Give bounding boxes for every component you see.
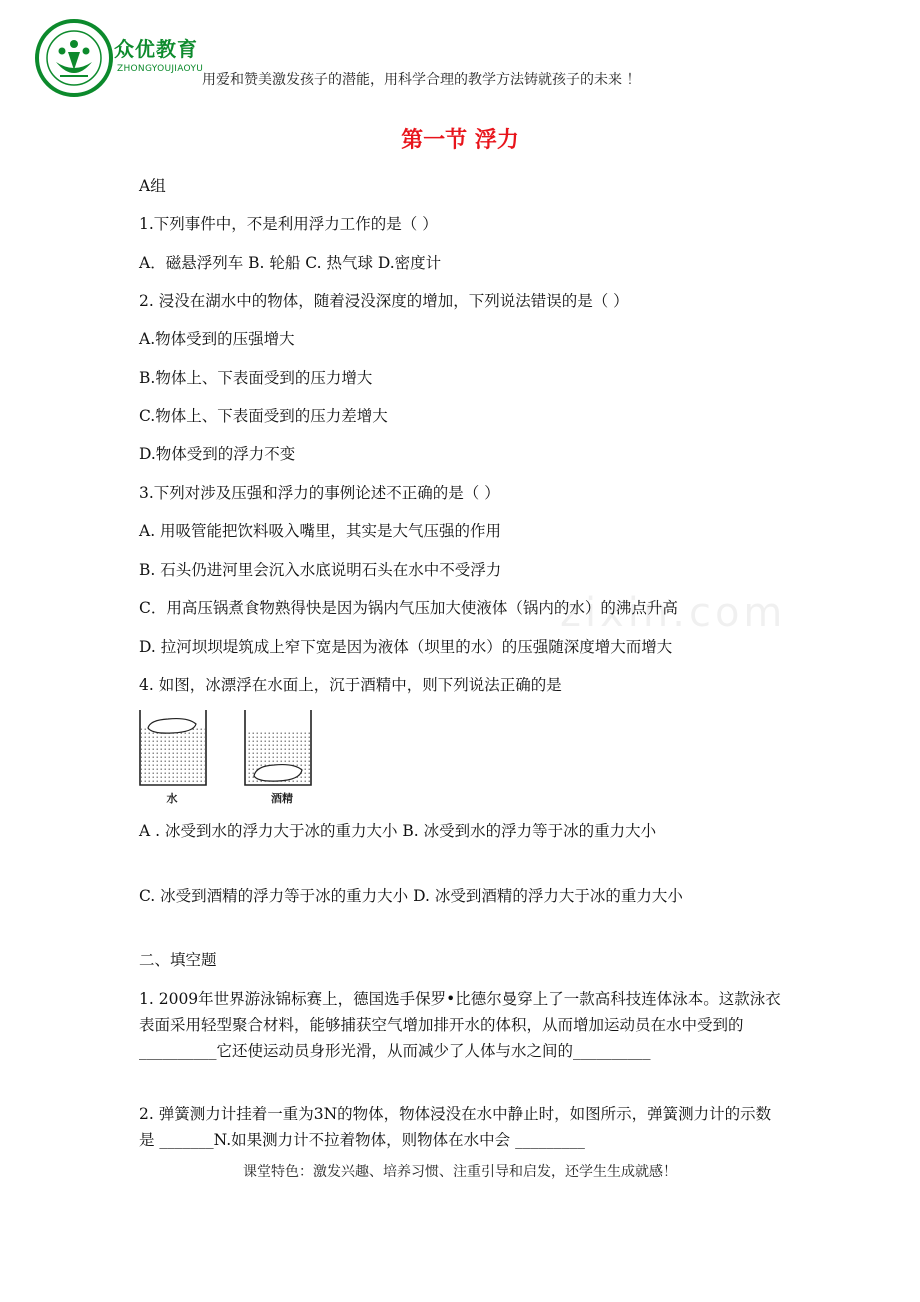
q3-stem: 3.下列对涉及压强和浮力的事例论述不正确的是（ ）: [139, 484, 500, 502]
brand-name: 众优教育: [114, 37, 198, 61]
section-2-heading: 二、填空题: [139, 951, 217, 969]
q2-option-b: B.物体上、下表面受到的压力增大: [139, 369, 373, 387]
q2-stem: 2. 浸没在湖水中的物体，随着浸没深度的增加，下列说法错误的是（ ）: [139, 292, 629, 310]
watermark: zixin.com: [560, 590, 787, 636]
q2-option-c: C.物体上、下表面受到的压力差增大: [139, 407, 388, 425]
brand-pinyin: ZHONGYOUJIAOYU: [117, 64, 204, 74]
q2-option-a: A.物体受到的压强增大: [139, 330, 295, 348]
fill-question-1: 1. 2009年世界游泳锦标赛上，德国选手保罗•比德尔曼穿上了一款高科技连体泳本。这款泳衣表面采用轻型聚合材料，能够捕获空气增加排开水的体积，从而增加运动员在水中受到的__________它还使运动员身形光滑，从而减少了人体与水之间的__________: [139, 990, 781, 1060]
brand-logo: [34, 18, 114, 98]
ice-beakers-figure: [132, 708, 322, 808]
q2-option-d: D.物体受到的浮力不变: [139, 445, 296, 463]
q3-option-b: B. 石头仍进河里会沉入水底说明石头在水中不受浮力: [139, 561, 502, 579]
footer-motto: 课堂特色：激发兴趣、培养习惯、注重引导和启发，还学生生成就感！: [243, 1164, 677, 1180]
page-title: 第一节 浮力: [401, 127, 519, 153]
q4-options-ab: A . 冰受到水的浮力大于冰的重力大小 B. 冰受到水的浮力等于冰的重力大小: [139, 822, 657, 840]
q3-option-a: A. 用吸管能把饮料吸入嘴里，其实是大气压强的作用: [139, 522, 502, 540]
q3-option-d: D. 拉河坝坝堤筑成上窄下宽是因为液体（坝里的水）的压强随深度增大而增大: [139, 638, 673, 656]
q1-stem: 1.下列事件中，不是利用浮力工作的是（ ）: [139, 215, 438, 233]
figure-label-water: 水: [166, 792, 178, 805]
q1-options: A．磁悬浮列车 B. 轮船 C. 热气球 D.密度计: [139, 254, 442, 272]
section-a-heading: A组: [139, 177, 166, 195]
figure-label-alcohol: 酒精: [271, 792, 293, 805]
q4-stem: 4. 如图，冰漂浮在水面上，沉于酒精中，则下列说法正确的是: [139, 676, 562, 694]
header-slogan: 用爱和赞美激发孩子的潜能，用科学合理的教学方法铸就孩子的未来 ！: [202, 72, 641, 88]
q4-options-cd: C. 冰受到酒精的浮力等于冰的重力大小 D. 冰受到酒精的浮力大于冰的重力大小: [139, 887, 683, 905]
fill-question-2: 2. 弹簧测力计挂着一重为3N的物体，物体浸没在水中静止时，如图所示，弹簧测力计的示数是 _______N.如果测力计不拉着物体，则物体在水中会 _________: [139, 1105, 772, 1149]
q3-option-c: C．用高压锅煮食物熟得快是因为锅内气压加大使液体（锅内的水）的沸点升高: [139, 599, 678, 617]
